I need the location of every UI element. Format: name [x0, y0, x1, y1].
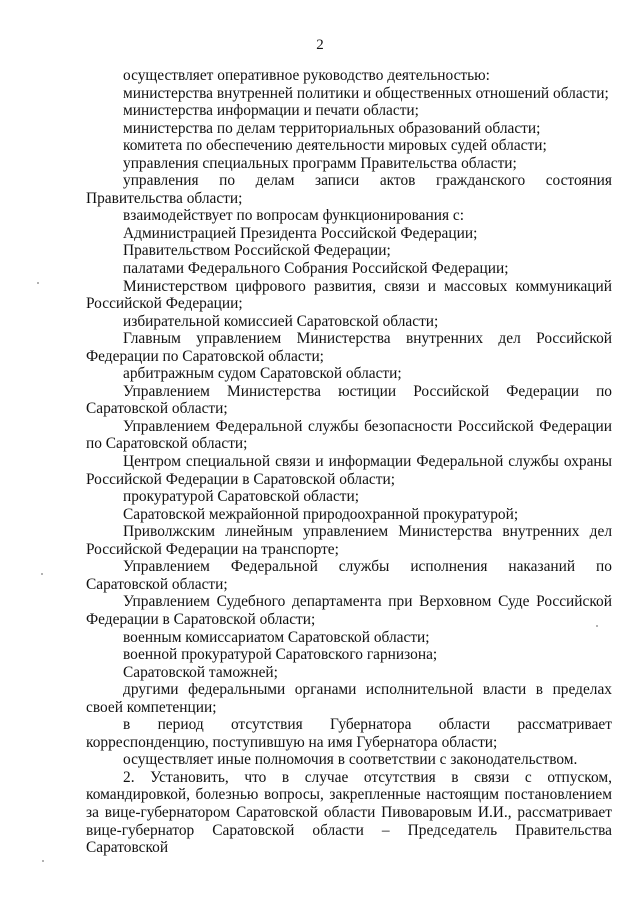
paragraph-30: 2. Установить, что в случае отсутствия в связи с отпуском, командировкой, болезнью вопросы, закрепленные настоящим постановлением за вице-губернатором Саратовской области Пивоваровым И.И., рассматривает вице-губернатор Саратовской области – Председатель Правительства Саратовской — [86, 768, 612, 857]
paragraph-3: министерства информации и печати области; — [123, 102, 419, 120]
paragraph-16: Управлением Министерства юстиции Российской Федерации по Саратовской области; — [86, 382, 612, 418]
document-body — [86, 67, 612, 857]
paragraph-22: Управлением Федеральной службы исполнения наказаний по Саратовской области; — [86, 558, 612, 593]
paragraph-24: военным комиссариатом Саратовской области; — [123, 628, 430, 646]
paragraph-8: взаимодействует по вопросам функционирования с: — [123, 207, 465, 225]
paragraph-28: в период отсутствия Губернатора области рассматривает корреспонденцию, поступившую на имя Губернатора области; — [86, 716, 612, 751]
paragraph-13: избирательной комиссией Саратовской области; — [123, 312, 439, 330]
paragraph-23: Управлением Судебного департамента при Верховном Суде Российской Федерации в Саратовской области; — [86, 593, 612, 628]
paragraph-21: Приволжским линейным управлением Министерства внутренних дел Российской Федерации на транспорте; — [86, 523, 612, 558]
paragraph-19: прокуратурой Саратовской области; — [123, 488, 360, 506]
paragraph-6: управления специальных программ Правительства области; — [123, 154, 517, 172]
paragraph-2: министерства внутренней политики и общественных отношений области; — [123, 84, 609, 102]
paragraph-1: осуществляет оперативное руководство деятельностью: — [123, 67, 490, 84]
paragraph-27: другими федеральными органами исполнительной власти в пределах своей компетенции; — [86, 681, 612, 716]
paragraph-4: министерства по делам территориальных образований области; — [123, 119, 541, 137]
paragraph-5: комитета по обеспечению деятельности мировых судей области; — [123, 137, 547, 155]
paragraph-18: Центром специальной связи и информации Федеральной службы охраны Российской Федерации в Саратовской области; — [86, 453, 612, 488]
paragraph-11: палатами Федерального Собрания Российской Федерации; — [123, 260, 509, 278]
paragraph-7: управления по делам записи актов гражданского состояния Правительства области; — [86, 172, 612, 207]
page-number: 2 — [316, 37, 324, 53]
paragraph-15: арбитражным судом Саратовской области; — [123, 365, 402, 383]
scan-speck — [42, 860, 44, 862]
scan-speck — [37, 282, 39, 284]
paragraph-14: Главным управлением Министерства внутренних дел Российской Федерации по Саратовской области; — [86, 330, 612, 365]
paragraph-17: Управлением Федеральной службы безопасности Российской Федерации по Саратовской области; — [86, 417, 612, 453]
paragraph-25: военной прокуратурой Саратовского гарнизона; — [123, 646, 438, 664]
paragraph-29: осуществляет иные полномочия в соответствии с законодательством. — [123, 751, 578, 769]
paragraph-12: Министерством цифрового развития, связи и массовых коммуникаций Российской Федерации; — [86, 277, 612, 313]
paragraph-20: Саратовской межрайонной природоохранной прокуратурой; — [123, 505, 519, 523]
paragraph-26: Саратовской таможней; — [123, 663, 278, 681]
paragraph-10: Правительством Российской Федерации; — [123, 242, 391, 260]
scan-speck — [596, 625, 598, 627]
scan-speck — [41, 573, 43, 575]
paragraph-9: Администрацией Президента Российской Федерации; — [123, 224, 478, 242]
